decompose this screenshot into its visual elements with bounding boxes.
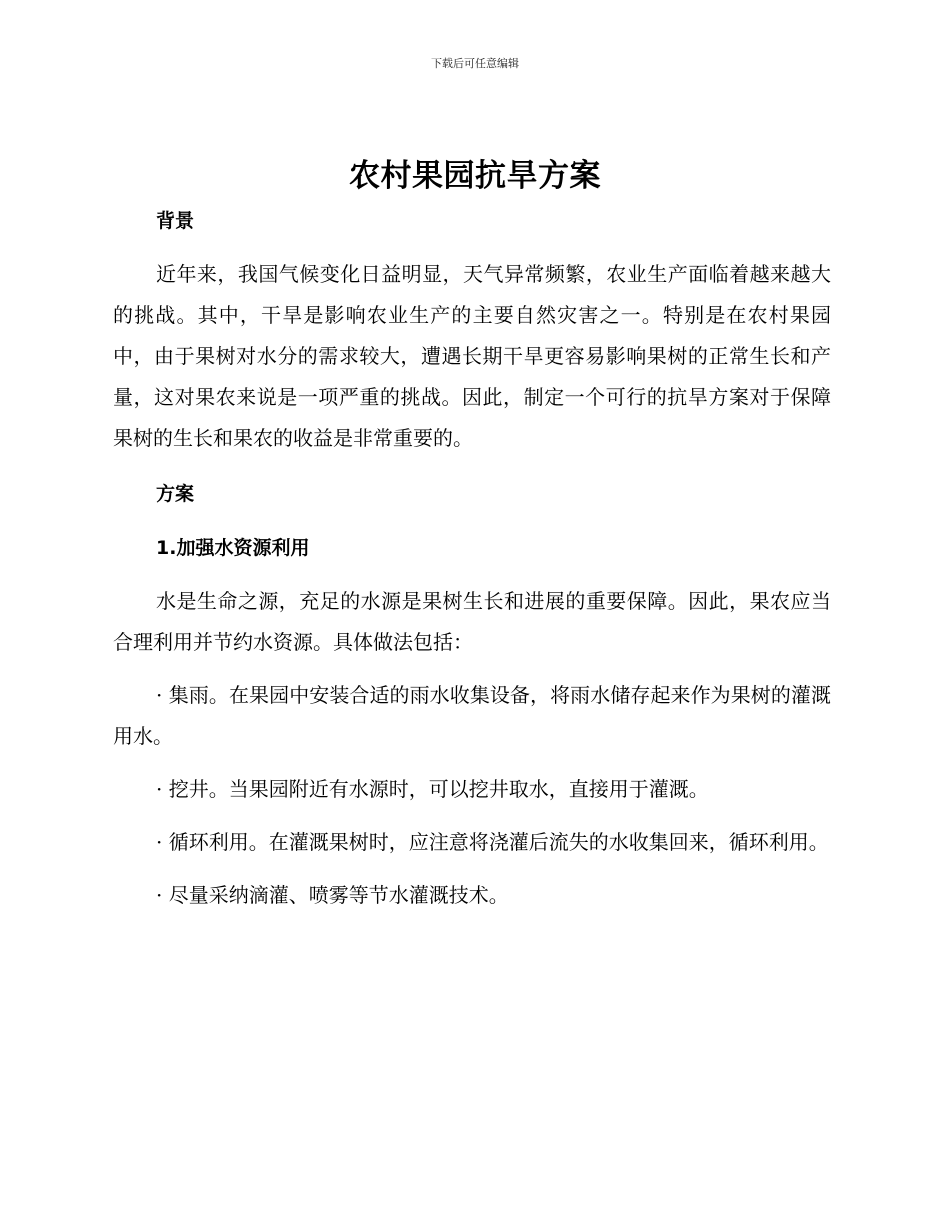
background-paragraph: 近年来，我国气候变化日益明显，天气异常频繁，农业生产面临着越来越大的挑战。其中，干旱是影响农业生产的主要自然灾害之一。特别是在农村果园中，由于果树对水分的需求较大，遭遇长期干旱更容易影响果树的正常生长和产量，这对果农来说是一项严重的挑战。因此，制定一个可行的抗旱方案对于保障果树的生长和果农的收益是非常重要的。	[113, 262, 831, 450]
background-heading: 背景	[156, 210, 195, 232]
bullet-item: · 挖井。当果园附近有水源时，可以挖井取水，直接用于灌溉。	[156, 777, 709, 801]
spacer	[113, 515, 831, 527]
spacer	[113, 757, 831, 769]
section1-heading: 1.加强水资源利用	[156, 537, 310, 559]
bullet-item: · 循环利用。在灌溉果树时，应注意将浇灌后流失的水收集回来，循环利用。	[156, 830, 829, 854]
document-body	[113, 200, 831, 916]
spacer	[113, 663, 831, 675]
spacer	[113, 863, 831, 875]
bullet-item: · 集雨。在果园中安装合适的雨水收集设备，将雨水储存起来作为果树的灌溉用水。	[113, 683, 831, 748]
spacer	[113, 242, 831, 254]
spacer	[113, 459, 831, 473]
spacer	[113, 569, 831, 581]
plan-heading: 方案	[156, 483, 195, 505]
header-note: 下载后可任意编辑	[431, 57, 519, 70]
bullet-item: · 尽量采纳滴灌、喷雾等节水灌溉技术。	[156, 883, 509, 907]
section1-intro: 水是生命之源，充足的水源是果树生长和进展的重要保障。因此，果农应当合理利用并节约水资源。具体做法包括：	[113, 589, 831, 654]
spacer	[113, 810, 831, 822]
document-title: 农村果园抗旱方案	[349, 158, 601, 194]
